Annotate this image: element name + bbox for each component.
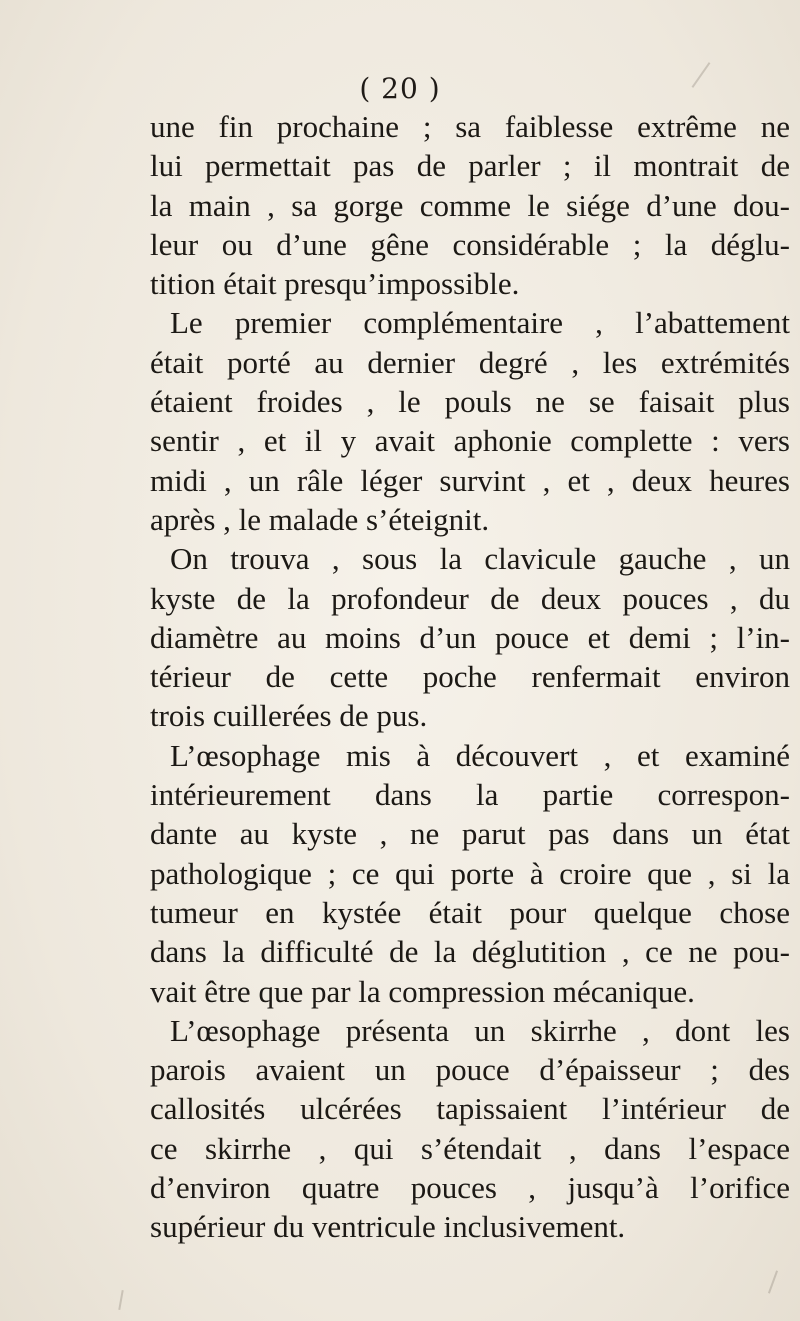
text-line: pathologique ; ce qui porte à croire que , si la — [150, 855, 790, 891]
text-line: Le premier complémentaire , l’abattement — [170, 305, 790, 341]
text-line: midi , un râle léger survint , et , deux heures — [150, 462, 790, 498]
body-text — [150, 107, 790, 1247]
text-line: une fin prochaine ; sa faiblesse extrême ne — [150, 109, 790, 144]
text-line: térieur de cette poche renfermait environ — [150, 659, 790, 695]
text-line: supérieur du ventricule inclusivement. — [150, 1209, 626, 1245]
text-line: leur ou d’une gêne considérable ; la déglu- — [150, 226, 790, 262]
text-line: étaient froides , le pouls ne se faisait plus — [150, 384, 790, 420]
text-line: dans la difficulté de la déglutition , ce ne pou- — [150, 934, 790, 970]
text-line: intérieurement dans la partie correspon- — [150, 777, 790, 813]
paper-speck — [118, 1290, 123, 1310]
text-line: On trouva , sous la clavicule gauche , un — [170, 541, 790, 577]
text-line: L’œsophage présenta un skirrhe , dont les — [170, 1012, 790, 1048]
text-line: était porté au dernier degré , les extrémités — [150, 344, 790, 380]
text-line: diamètre au moins d’un pouce et demi ; l’in- — [150, 619, 790, 655]
text-line: sentir , et il y avait aphonie complette : vers — [150, 423, 790, 459]
text-line: kyste de la profondeur de deux pouces , du — [150, 580, 790, 616]
text-line: tition était presqu’impossible. — [150, 266, 520, 302]
text-line: tumeur en kystée était pour quelque chose — [150, 894, 790, 930]
text-line: parois avaient un pouce d’épaisseur ; des — [150, 1052, 790, 1088]
page-number: ( 20 ) — [359, 72, 441, 105]
text-line: L’œsophage mis à découvert , et examiné — [170, 737, 790, 773]
paper-speck — [768, 1270, 778, 1293]
text-line: après , le malade s’éteignit. — [150, 501, 490, 537]
text-line: d’environ quatre pouces , jusqu’à l’orifice — [150, 1170, 790, 1206]
text-line: callosités ulcérées tapissaient l’intérieur de — [150, 1091, 790, 1127]
text-line: lui permettait pas de parler ; il montrait de — [150, 148, 790, 184]
text-line: ce skirrhe , qui s’étendait , dans l’espace — [150, 1130, 790, 1166]
text-line: trois cuillerées de pus. — [150, 698, 428, 734]
text-line: vait être que par la compression mécanique. — [150, 973, 695, 1009]
text-line: dante au kyste , ne parut pas dans un état — [150, 816, 790, 852]
text-line: la main , sa gorge comme le siége d’une dou- — [150, 187, 790, 223]
